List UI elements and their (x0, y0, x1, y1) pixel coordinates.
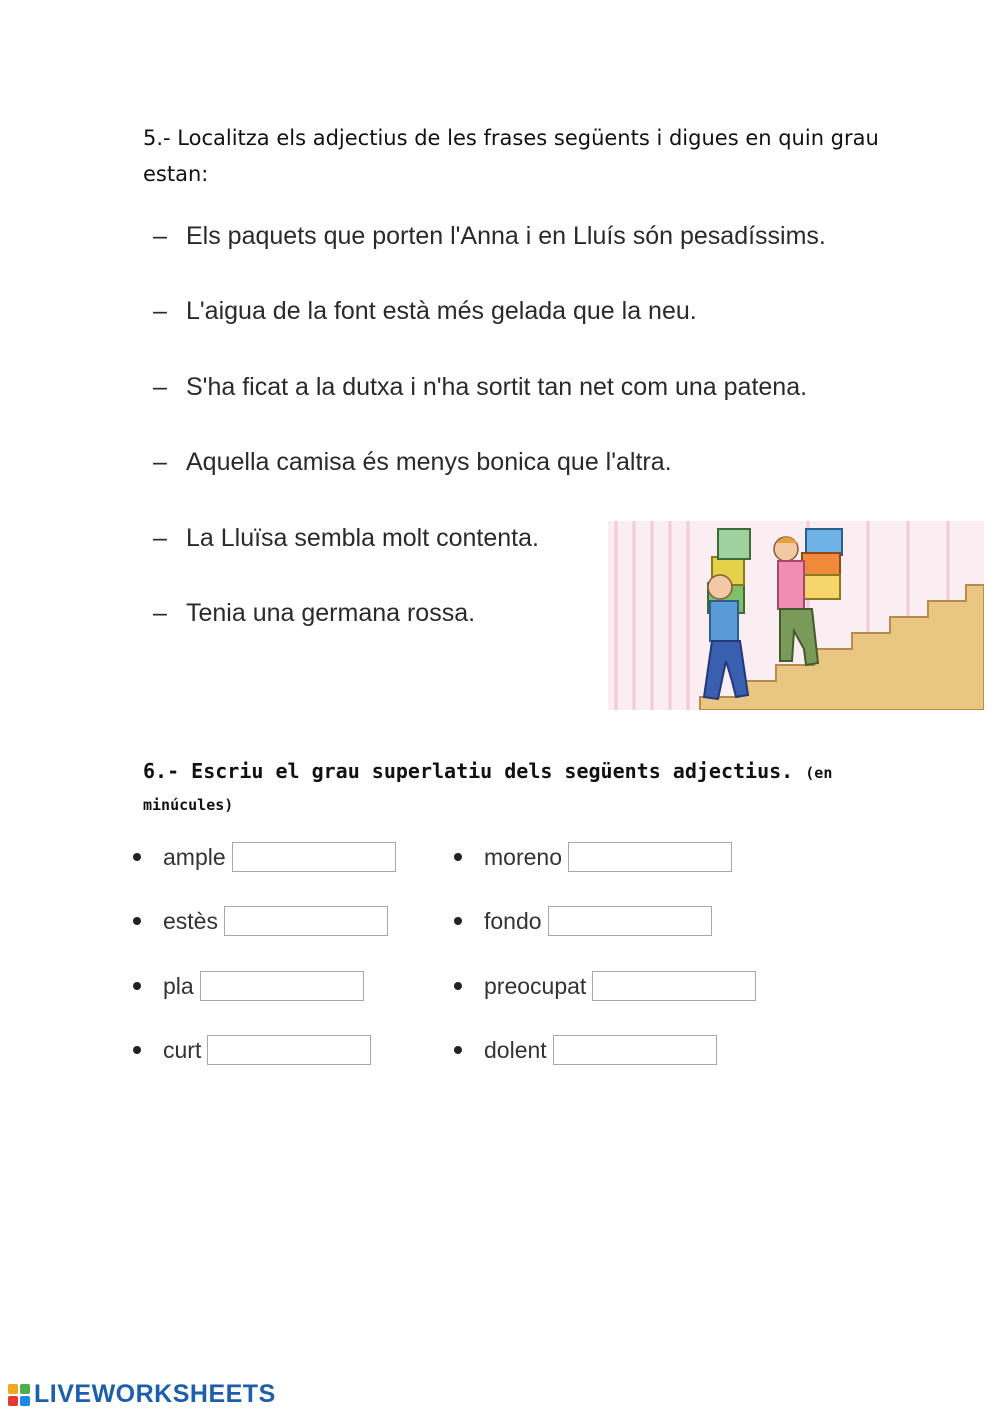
dash: – (153, 448, 167, 476)
answer-input-curt[interactable] (207, 1035, 371, 1065)
sentence-5 (153, 524, 539, 564)
exercise-6-title (143, 756, 863, 820)
bullet-icon (454, 1046, 462, 1054)
bullet-icon (133, 853, 141, 861)
answer-input-fondo[interactable] (548, 906, 712, 936)
adjective-label: curt (163, 1036, 202, 1063)
adjective-label: estès (163, 907, 218, 934)
answer-input-preocupat[interactable] (592, 971, 756, 1001)
sentence-text: Aquella camisa és menys bonica que l'altra. (186, 448, 672, 476)
exercise-5-title: 5.- Localitza els adjectius de les frases següents i digues en quin grau estan: (143, 126, 879, 186)
bullet-icon (133, 917, 141, 925)
bullet-icon (454, 917, 462, 925)
adjective-label: preocupat (484, 972, 587, 999)
bullet-icon (454, 982, 462, 990)
adjective-label: fondo (484, 907, 542, 934)
exercise-6-instruction: 6.- Escriu el grau superlatiu dels següents adjectius. (143, 759, 794, 783)
sentence-2 (153, 297, 697, 337)
answer-item-curt (133, 1033, 371, 1067)
bullet-icon (133, 1046, 141, 1054)
answer-item-preocupat (454, 969, 756, 1003)
answer-input-dolent[interactable] (553, 1035, 717, 1065)
adjective-label: dolent (484, 1036, 547, 1063)
sentence-text: Els paquets que porten l'Anna i en Lluís són pesadíssims. (186, 222, 826, 250)
liveworksheets-logo-icon (8, 1384, 30, 1406)
brand-name: LIVEWORKSHEETS (34, 1380, 276, 1408)
answer-input-pla[interactable] (200, 971, 364, 1001)
kids-carrying-boxes-illustration (608, 521, 984, 710)
answer-item-ample (133, 840, 396, 874)
dash: – (153, 599, 167, 627)
dash: – (153, 373, 167, 401)
answer-item-estes (133, 904, 388, 938)
bullet-icon (454, 853, 462, 861)
sentence-1 (153, 222, 826, 262)
dash: – (153, 297, 167, 325)
adjective-label: moreno (484, 843, 562, 870)
sentence-text: Tenia una germana rossa. (186, 599, 476, 627)
bullet-icon (133, 982, 141, 990)
sentence-text: L'aigua de la font està més gelada que la neu. (186, 297, 697, 325)
adjective-label: ample (163, 843, 226, 870)
answer-item-dolent (454, 1033, 717, 1067)
sentence-4 (153, 448, 672, 488)
sentence-6 (153, 599, 475, 639)
footer-branding (8, 1380, 276, 1409)
answer-item-moreno (454, 840, 732, 874)
answer-input-ample[interactable] (232, 842, 396, 872)
dash: – (153, 524, 167, 552)
answer-input-estes[interactable] (224, 906, 388, 936)
dash: – (153, 222, 167, 250)
sentence-text: S'ha ficat a la dutxa i n'ha sortit tan net com una patena. (186, 373, 808, 401)
answer-item-pla (133, 969, 364, 1003)
adjective-label: pla (163, 972, 194, 999)
answer-input-moreno[interactable] (568, 842, 732, 872)
sentence-3 (153, 373, 807, 413)
answer-item-fondo (454, 904, 712, 938)
exercise-6-note: (en minúcules) (143, 764, 833, 814)
sentence-text: La Lluïsa sembla molt contenta. (186, 524, 539, 552)
